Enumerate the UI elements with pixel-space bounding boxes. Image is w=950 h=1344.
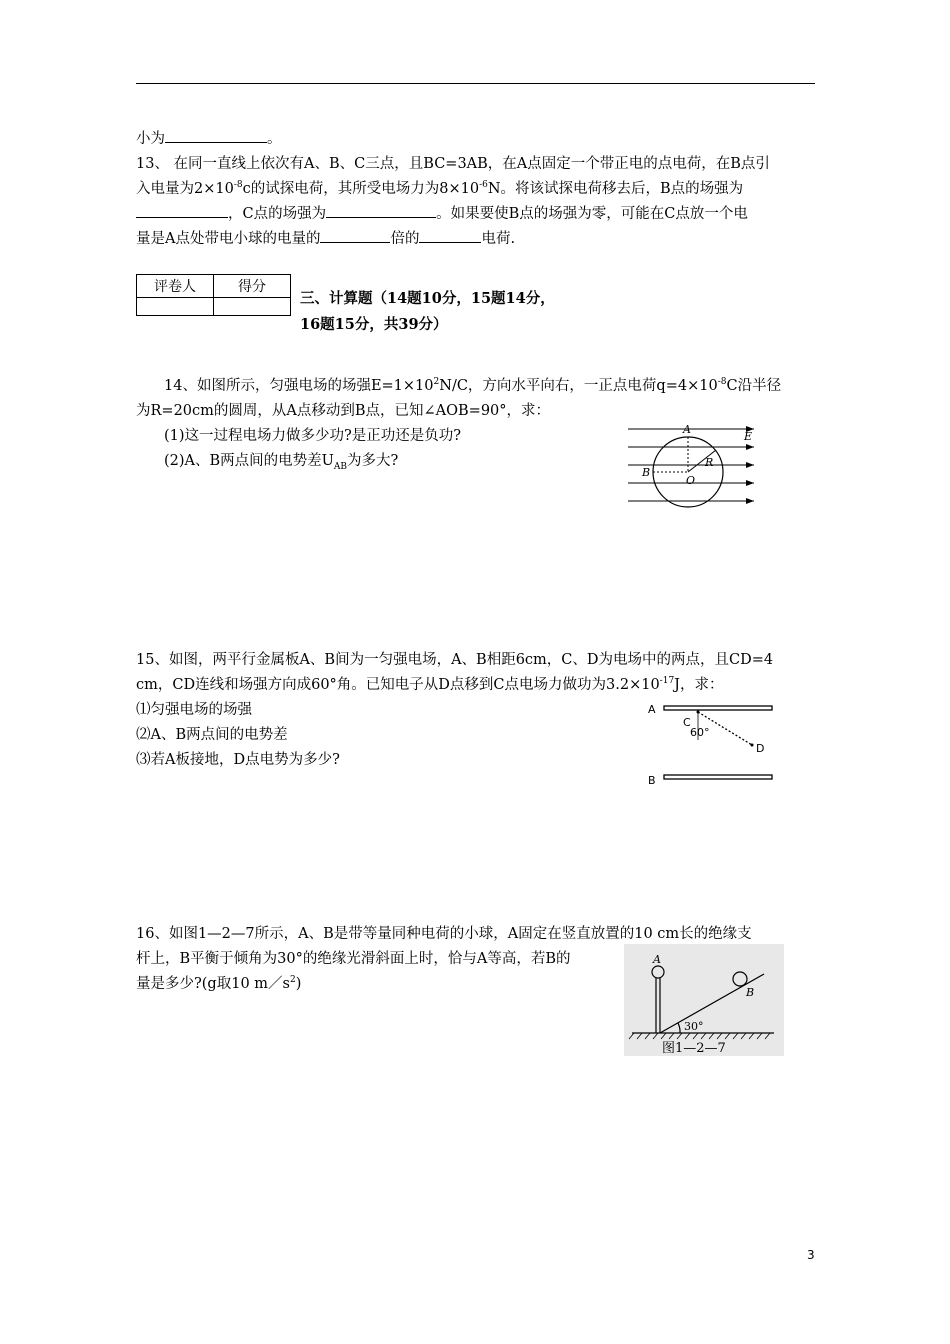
label-ball-b: B: [746, 986, 755, 999]
q15-line3: ⑴匀强电场的场强: [136, 702, 252, 718]
label-plate-a: A: [648, 703, 656, 716]
label-ball-a: A: [653, 953, 661, 966]
q16-line1: 16、如图1—2—7所示，A、B是带等量同种电荷的小球，A固定在竖直放置的10 cm长的绝缘支: [136, 926, 752, 942]
section-heading-line2: 16题15分，共39分）: [300, 316, 448, 333]
q15-line4: ⑵A、B两点间的电势差: [136, 727, 288, 743]
label-e: E: [744, 430, 753, 443]
label-o: O: [686, 474, 696, 487]
label-angle: 60°: [690, 726, 710, 739]
q14-line1: 14、如图所示，匀强电场的场强$E=1\times 10^2N/C$，方向水平向右，一正点电荷$q=4\times 10^{-8}C$沿半径: [164, 377, 782, 394]
label-d: D: [756, 742, 765, 755]
q14-line3: (1)这一过程电场力做多少功?是正功还是负功?: [164, 428, 462, 444]
page-number: 3: [807, 1248, 815, 1262]
label-a: A: [683, 423, 691, 436]
q16-line3: 量是多少?(g取10 $m/s^2$): [136, 975, 302, 992]
q15-line1: 15、如图，两平行金属板A、B间为一匀强电场，A、B相距6cm，C、D为电场中的两点，且CD=4: [136, 652, 774, 668]
figure-caption: 图1—2—7: [662, 1041, 726, 1056]
q15-line2: cm，CD连线和场强方向成60°角。已知电子从D点移到C点电场力做功为$3.2\times 10^{-17}J$，求：: [136, 676, 724, 693]
q16-figure-incline: [624, 944, 784, 1056]
q14-line2: 为R=20cm的圆周，从A点移动到B点，已知∠AOB=90°，求：: [136, 403, 551, 419]
label-c: C: [683, 716, 691, 729]
q14-figure-electric-field-circle: [626, 420, 766, 520]
header-rule: [136, 83, 815, 84]
q13-line1: 13、 在同一直线上依次有A、B、C三点，且BC=3AB，在A点固定一个带正电的点电荷，在B点引: [136, 156, 770, 172]
label-r: R: [705, 456, 714, 469]
q13-line2: 入电量为$2\times 10^{-8}c$的试探电荷，其所受电场力为$8\times 10^{-6}N$。将该试探电荷移去后，B点的场强为: [136, 180, 744, 197]
section-heading-line1: 三、计算题（14题10分，15题14分，: [300, 290, 555, 307]
grader-header: 评卷人: [137, 275, 214, 298]
q14-line4: (2)A、B两点间的电势差$U_{AB}$为多大?: [164, 453, 399, 472]
q15-line5: ⑶若A板接地，D点电势为多少?: [136, 752, 340, 768]
label-b: B: [642, 466, 651, 479]
grader-cell: [137, 298, 214, 316]
q13-line4: 量是A点处带电小球的电量的 倍的 电荷.: [136, 227, 816, 252]
q16-line2: 杆上，B平衡于倾角为30°的绝缘光滑斜面上时，恰与A等高，若B的: [136, 951, 571, 967]
label-angle: 30°: [684, 1020, 704, 1033]
q13-line3: ，C点的场强为 。如果要使B点的场强为零，可能在C点放一个电: [136, 202, 816, 227]
score-table: [136, 274, 291, 316]
q15-figure-parallel-plates: [642, 696, 782, 792]
score-header: 得分: [214, 275, 291, 298]
label-plate-b: B: [648, 774, 656, 787]
q12-tail: 小为 。: [136, 127, 816, 152]
score-cell: [214, 298, 291, 316]
